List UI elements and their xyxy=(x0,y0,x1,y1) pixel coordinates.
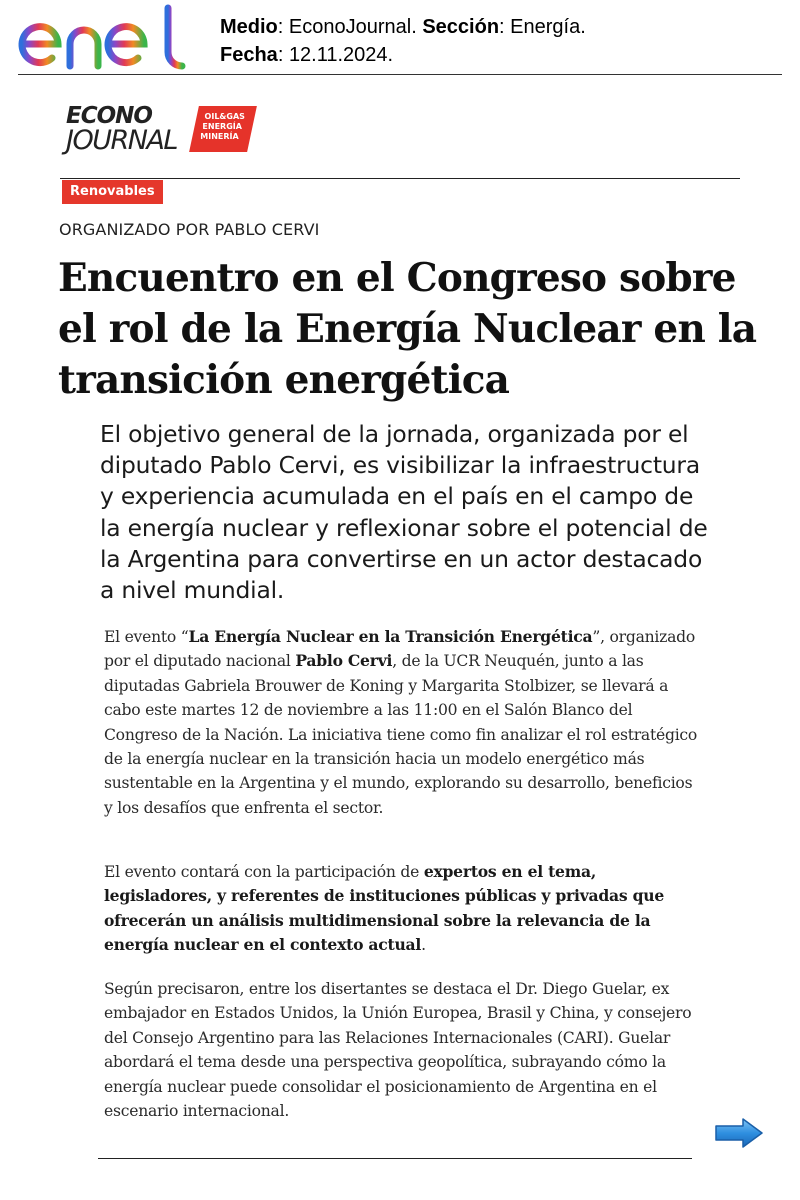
article-paragraph-3: Según precisaron, entre los disertantes se destaca el Dr. Diego Guelar, ex embajador en Estados Unidos, la Unión Europea, Brasil y China, y consejero del Consejo Argentino para las Relaciones Internacionales (CARI). Guelar abordará el tema desde una perspectiva geopolítica, subrayando cómo la energía nuclear puede consolidar el posicionamiento de Argentina en el escenario internacional. xyxy=(104,980,692,1121)
p1-text-a: El evento “ xyxy=(104,628,189,646)
medio-label: Medio xyxy=(220,16,278,38)
clipping-header xyxy=(18,0,782,75)
seccion-label: Sección xyxy=(422,16,500,38)
article-paragraph-1 xyxy=(104,625,704,820)
p1-text-c: ”, organizado por el diputado nacional xyxy=(104,628,696,671)
article-lead: El objetivo general de la jornada, organizada por el diputado Pablo Cervi, es visibilizar la infraestructura y experiencia acumulada en el país en el campo de la energía nuclear y reflexionar sobre el potencial de la Argentina para convertirse en un actor destacado a nivel mundial. xyxy=(100,420,708,605)
econojournal-logo xyxy=(66,104,266,156)
p1-event-name: La Energía Nuclear en la Transición Energética xyxy=(188,627,593,646)
divider xyxy=(60,178,740,179)
article-paragraph-2 xyxy=(104,860,704,958)
sector-badge xyxy=(189,106,257,152)
badge-line-mineria: MINERÍA xyxy=(200,132,239,141)
category-tag[interactable]: Renovables xyxy=(62,180,163,204)
clipping-metadata: Medio: EconoJournal. Sección: Energía. Fecha: 12.11.2024. xyxy=(220,16,586,66)
fecha-label: Fecha xyxy=(220,44,278,66)
medio-value: EconoJournal. xyxy=(288,16,417,38)
article-kicker: ORGANIZADO POR PABLO CERVI xyxy=(59,220,320,239)
badge-line-oilgas: OIL&GAS xyxy=(204,112,245,121)
p2-text-c: . xyxy=(421,936,426,955)
econojournal-logo-line2: JOURNAL xyxy=(66,125,177,156)
badge-line-energia: ENERGÍA xyxy=(202,122,242,131)
p2-text-a: El evento contará con la participación de xyxy=(104,863,424,881)
seccion-value: Energía. xyxy=(510,16,586,38)
divider xyxy=(98,1158,692,1159)
p1-organizer-name: Pablo Cervi xyxy=(295,651,393,671)
p1-text-e: , de la UCR Neuquén, junto a las diputadas Gabriela Brouwer de Koning y Margarita Stolbizer, se llevará a cabo este martes 12 de noviembre a las 11:00 en el Salón Blanco del Congreso de la Nación. La iniciativa tiene como fin analizar el rol estratégico de la energía nuclear en la transición hacia un modelo energético más sustentable en la Argentina y el mundo, explorando su desarrollo, beneficios y los desafíos que enfrenta el sector. xyxy=(104,652,698,817)
enel-logo xyxy=(18,4,193,70)
econojournal-logo-line1: ECONO xyxy=(66,103,152,129)
article-headline: Encuentro en el Congreso sobre el rol de la Energía Nuclear en la transición energética xyxy=(58,255,757,403)
p2-highlight: expertos en el tema, legisladores, y referentes de instituciones públicas y privadas que ofrecerán un análisis multidimensional sobre la relevancia de la energía nuclear en el contexto actual xyxy=(104,862,664,955)
fecha-value: 12.11.2024. xyxy=(288,44,394,66)
right-arrow-icon[interactable] xyxy=(713,1116,765,1150)
